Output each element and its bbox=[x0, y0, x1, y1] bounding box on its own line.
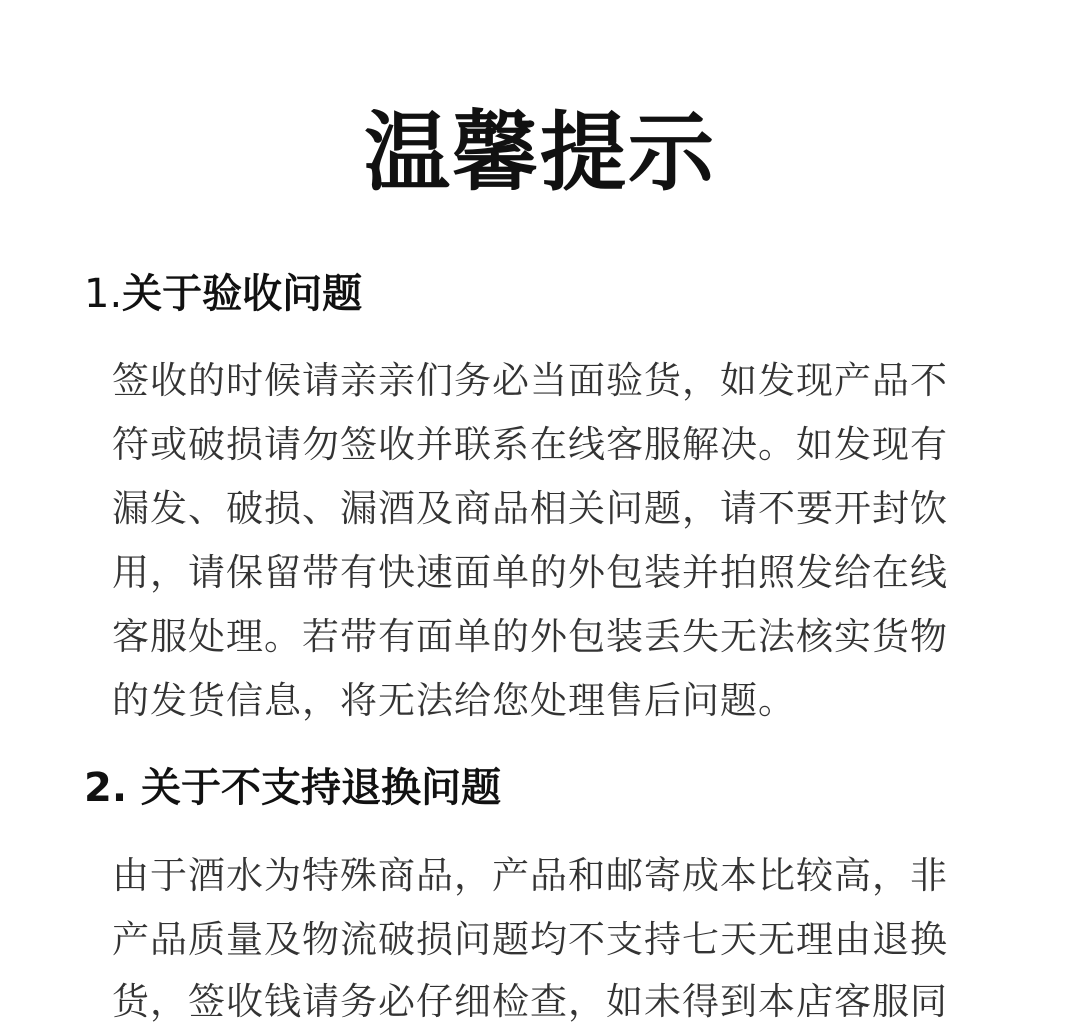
paragraph-line: 签收的时候请亲亲们务必当面验货，如发现产品不 bbox=[112, 359, 948, 402]
paragraph-line: 用，请保留带有快速面单的外包装并拍照发给在线 bbox=[112, 551, 948, 594]
paragraph-line: 的发货信息，将无法给您处理售后问题。 bbox=[112, 679, 796, 722]
page-title: 温馨提示 bbox=[364, 103, 716, 203]
section-title: 关于验收问题 bbox=[122, 271, 363, 317]
section-title: 关于不支持退换问题 bbox=[140, 765, 501, 811]
paragraph-line: 漏发、破损、漏酒及商品相关问题，请不要开封饮 bbox=[112, 487, 948, 530]
section-heading-acceptance bbox=[84, 268, 362, 320]
paragraph-line: 产品质量及物流破损问题均不支持七天无理由退换 bbox=[112, 918, 948, 961]
section-number: 2. bbox=[84, 765, 128, 811]
section-heading-no-return bbox=[84, 762, 501, 814]
paragraph-line: 符或破损请勿签收并联系在线客服解决。如发现有 bbox=[112, 423, 948, 466]
paragraph-line: 由于酒水为特殊商品，产品和邮寄成本比较高，非 bbox=[112, 854, 948, 897]
paragraph-line: 客服处理。若带有面单的外包装丢失无法核实货物 bbox=[112, 615, 948, 658]
section-number: 1. bbox=[84, 271, 123, 317]
paragraph-line: 货，签收钱请务必仔细检查，如未得到本店客服同 bbox=[112, 980, 948, 1023]
